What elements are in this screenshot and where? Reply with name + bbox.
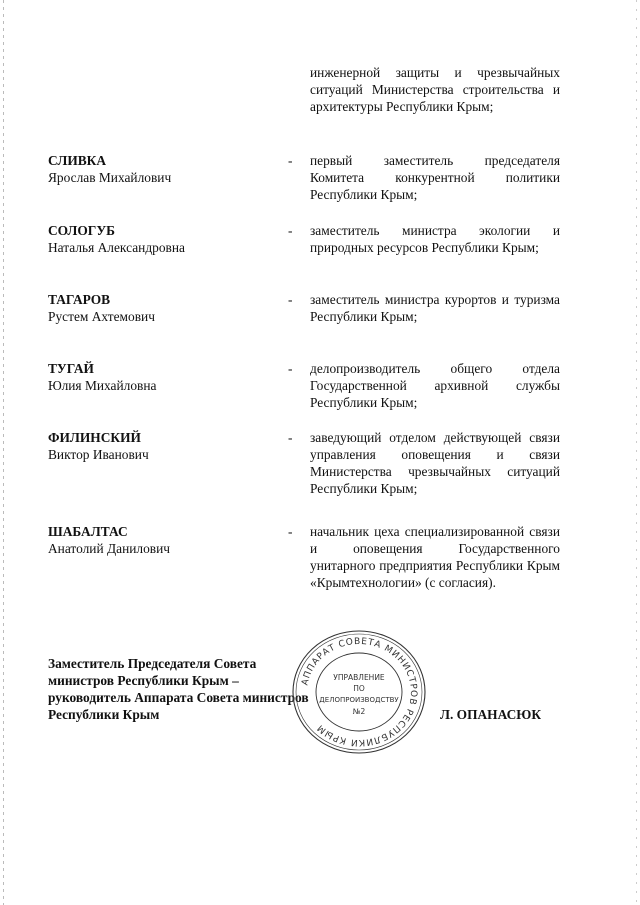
stamp-seal-graphic: [290, 628, 428, 756]
stamp-line-1: УПРАВЛЕНИЕ: [333, 673, 385, 682]
member-position: заместитель министра курортов и туризма Республики Крым;: [310, 292, 560, 324]
member-entry: [48, 523, 560, 590]
member-entry: [48, 222, 560, 282]
scan-edge-left: [3, 0, 4, 905]
member-position: первый заместитель председателя Комитета конкурентной политики Республики Крым;: [310, 153, 560, 202]
member-dash: -: [288, 430, 293, 445]
signatory-title-line: Заместитель Председателя Совета: [48, 656, 257, 671]
scan-edge-right: [636, 0, 637, 905]
signatory-name: Л. ОПАНАСЮК: [440, 707, 542, 722]
member-given-name: Анатолий Данилович: [48, 541, 170, 556]
member-entry: [48, 152, 560, 212]
member-position: заместитель министра экологии и природных ресурсов Республики Крым;: [310, 223, 560, 255]
stamp-line-3: ДЕЛОПРОИЗВОДСТВУ: [319, 696, 399, 704]
member-position: заведующий отделом действующей связи управления оповещения и связи Министерства чрезвычайных ситуаций Республики Крым;: [310, 430, 560, 496]
member-position: делопроизводитель общего отдела Государственной архивной службы Республики Крым;: [310, 361, 560, 410]
signatory-title-line: Республики Крым: [48, 707, 160, 722]
stamp-line-2: ПО: [353, 684, 365, 693]
stamp-line-4: №2: [352, 707, 366, 716]
member-entry: [48, 360, 560, 420]
member-given-name: Наталья Александровна: [48, 240, 185, 255]
stamp-ring-text: АППАРАТ СОВЕТА МИНИСТРОВ РЕСПУБЛИКИ КРЫМ: [300, 636, 419, 748]
signatory-title-line: министров Республики Крым –: [48, 673, 239, 688]
continuation-text: инженерной защиты и чрезвычайных ситуаций Министерства строительства и архитектуры Республики Крым;: [310, 65, 560, 114]
member-given-name: Рустем Ахтемович: [48, 309, 155, 324]
member-given-name: Юлия Михайловна: [48, 378, 157, 393]
member-surname: ТАГАРОВ: [48, 292, 111, 307]
member-dash: -: [288, 524, 293, 539]
member-given-name: Виктор Иванович: [48, 447, 149, 462]
member-surname: СОЛОГУБ: [48, 223, 116, 238]
member-entry: [48, 429, 560, 496]
member-surname: СЛИВКА: [48, 153, 107, 168]
member-dash: -: [288, 292, 293, 307]
official-stamp: [290, 628, 428, 756]
member-dash: -: [288, 153, 293, 168]
member-surname: ШАБАЛТАС: [48, 524, 128, 539]
member-entry: [48, 291, 560, 351]
member-position: начальник цеха специализированной связи и оповещения Государственного унитарного предприятия Республики Крым «Крымтехнологии» (с согласия).: [310, 524, 560, 590]
member-given-name: Ярослав Михайлович: [48, 170, 172, 185]
member-dash: -: [288, 223, 293, 238]
member-surname: ТУГАЙ: [48, 361, 94, 376]
member-surname: ФИЛИНСКИЙ: [48, 430, 141, 445]
signatory-title-line: руководитель Аппарата Совета министров: [48, 690, 309, 705]
member-dash: -: [288, 361, 293, 376]
